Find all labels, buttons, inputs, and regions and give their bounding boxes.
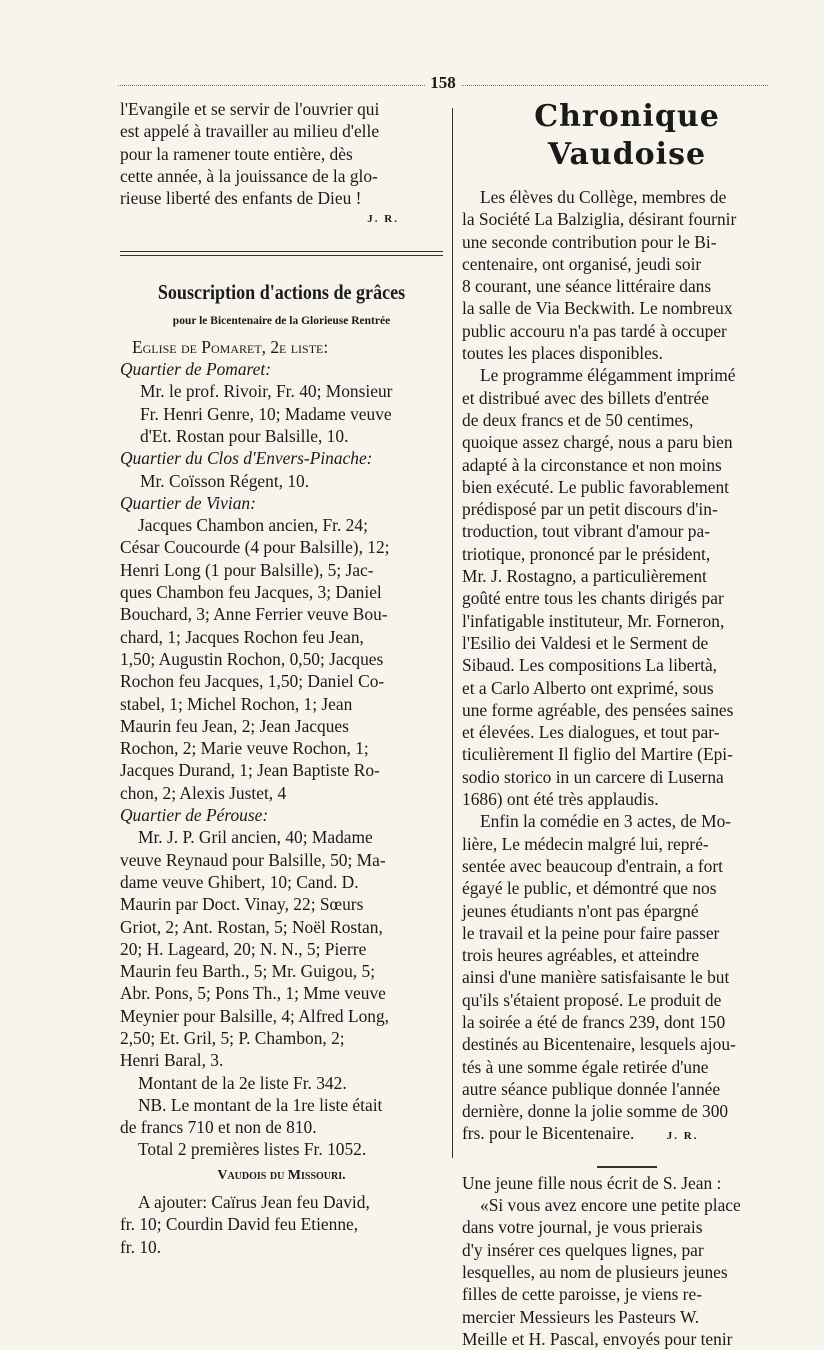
- text-line: adapté à la circonstance et non moins: [462, 454, 722, 475]
- quartier-perouse: Quartier de Pérouse:: [120, 805, 269, 826]
- text-line: filles de cette paroisse, je viens re-: [462, 1284, 702, 1305]
- text-line: quoique assez chargé, nous a paru bien: [462, 432, 733, 453]
- text-line: Jacques Durand, 1; Jean Baptiste Ro-: [120, 760, 380, 781]
- text-line: Meynier pour Balsille, 4; Alfred Long,: [120, 1005, 390, 1026]
- text-line: 20; H. Lageard, 20; N. N., 5; Pierre: [120, 938, 367, 959]
- text-line: tés à une somme égale retirée d'une: [462, 1056, 709, 1077]
- text-line: Jacques Chambon ancien, Fr. 24;: [138, 515, 368, 536]
- text-line: stabel, 1; Michel Rochon, 1; Jean: [120, 693, 353, 714]
- text-line: chon, 2; Alexis Justet, 4: [120, 782, 287, 803]
- text-line: d'y insérer ces quelques lignes, par: [462, 1239, 704, 1260]
- text-line: pour la ramener toute entière, dès: [120, 143, 353, 164]
- text-line: centenaire, ont organisé, jeudi soir: [462, 253, 702, 274]
- text-line: Maurin par Doct. Vinay, 22; Sœurs: [120, 894, 364, 915]
- text-line: A ajouter: Caïrus Jean feu David,: [138, 1192, 370, 1213]
- text-line: prédisposé par un petit discours d'in-: [462, 499, 718, 520]
- text-line: lesquelles, au nom de plusieurs jeunes: [462, 1261, 728, 1282]
- text-line: troduction, tout vibrant d'amour pa-: [462, 521, 710, 542]
- text-line: Henri Baral, 3.: [120, 1050, 224, 1071]
- text-line: dame veuve Ghibert, 10; Cand. D.: [120, 871, 359, 892]
- subscription-subtitle: pour le Bicentenaire de la Glorieuse Rentrée: [172, 314, 391, 327]
- text-line: Mr. le prof. Rivoir, Fr. 40; Monsieur: [140, 381, 393, 402]
- intro-signature: J. R.: [367, 213, 399, 226]
- text-line: veuve Reynaud pour Balsille, 50; Ma-: [120, 849, 386, 870]
- text-line: 2,50; Et. Gril, 5; P. Chambon, 2;: [120, 1027, 345, 1048]
- text-line: ticulièrement Il figlio del Martire (Epi-: [462, 744, 733, 765]
- intro-paragraph: [120, 98, 443, 209]
- text-line: et a Carlo Alberto ont exprimé, sous: [462, 677, 714, 698]
- section-heading-missouri: Vaudois du Missouri.: [217, 1167, 346, 1183]
- header-dotted-line-left: [118, 85, 425, 86]
- text-line: chard, 1; Jacques Rochon feu Jean,: [120, 626, 364, 647]
- perouse-list: [120, 826, 443, 1071]
- text-line: «Si vous avez encore une petite place: [480, 1195, 741, 1216]
- text-line: le travail et la peine pour faire passer: [462, 922, 720, 943]
- comedie-paragraph: [462, 810, 792, 1147]
- quartier-pomaret: Quartier de Pomaret:: [120, 359, 272, 380]
- text-line: de deux francs et de 50 centimes,: [462, 409, 694, 430]
- pomaret-list: [120, 380, 443, 447]
- text-line: Bouchard, 3; Anne Ferrier veuve Bou-: [120, 604, 388, 625]
- text-line: fr. 10.: [120, 1236, 162, 1257]
- montant-total: Montant de la 2e liste Fr. 342.: [138, 1072, 347, 1093]
- text-line: et distribué avec des billets d'entrée: [462, 387, 709, 408]
- text-line: Maurin feu Barth., 5; Mr. Guigou, 5;: [120, 961, 376, 982]
- text-line: goûté entre tous les chants dirigés par: [462, 588, 724, 609]
- text-line: et élevées. Les dialogues, et tout par-: [462, 722, 720, 743]
- text-line: Abr. Pons, 5; Pons Th., 1; Mme veuve: [120, 983, 386, 1004]
- text-line: qu'ils s'étaient proposé. Le produit de: [462, 989, 722, 1010]
- left-column: [120, 98, 443, 1258]
- text-line: cette année, à la jouissance de la glo-: [120, 165, 378, 186]
- text-line: fr. 10; Courdin David feu Etienne,: [120, 1214, 359, 1235]
- text-line: mercier Messieurs les Pasteurs W.: [462, 1306, 700, 1327]
- text-line: ainsi d'une manière satisfaisante le but: [462, 967, 730, 988]
- grand-total: Total 2 premières listes Fr. 1052.: [138, 1139, 367, 1160]
- text-line: une seconde contribution pour le Bi-: [462, 231, 717, 252]
- text-line: 8 courant, une séance littéraire dans: [462, 276, 712, 297]
- nb-note-line: NB. Le montant de la 1re liste était: [138, 1094, 383, 1115]
- text-line: Enfin la comédie en 3 actes, de Mo-: [480, 811, 732, 832]
- text-line: trois heures agréables, et atteindre: [462, 945, 700, 966]
- programme-paragraph: [462, 364, 792, 810]
- text-line: la Société La Balziglia, désirant fournir: [462, 209, 737, 230]
- text-line: Meille et H. Pascal, envoyés pour tenir: [462, 1328, 733, 1349]
- text-line: autre séance publique donnée l'année: [462, 1078, 721, 1099]
- text-line: triotique, prononcé par le président,: [462, 543, 711, 564]
- text-line: Henri Long (1 pour Balsille), 5; Jac-: [120, 559, 374, 580]
- text-line: Le programme élégamment imprimé: [480, 365, 736, 386]
- page-number: 158: [430, 73, 456, 92]
- section-heading-pomaret: Eglise de Pomaret, 2e liste:: [132, 336, 329, 357]
- subscription-title: Souscription d'actions de grâces: [157, 279, 406, 304]
- text-line: la soirée a été de francs 239, dont 150: [462, 1011, 726, 1032]
- text-line: jeunes étudiants n'ont pas épargné: [462, 900, 699, 921]
- text-line: l'Evangile et se servir de l'ouvrier qui: [120, 99, 380, 119]
- text-line: Une jeune fille nous écrit de S. Jean :: [462, 1172, 722, 1193]
- nb-note-line: de francs 710 et non de 810.: [120, 1117, 317, 1138]
- text-line: Mr. Coïsson Régent, 10.: [140, 470, 310, 491]
- short-separator: [597, 1166, 657, 1168]
- text-line: la salle de Via Beckwith. Le nombreux: [462, 298, 733, 319]
- text-line: Sibaud. Les compositions La libertà,: [462, 655, 718, 676]
- page-header: [118, 72, 768, 94]
- text-line: l'infatigable instituteur, Mr. Forneron,: [462, 610, 725, 631]
- text-line: frs. pour le Bicentenaire.: [462, 1123, 635, 1144]
- text-line: sentée avec beaucoup d'entrain, a fort: [462, 855, 723, 876]
- text-line: ques Chambon feu Jacques, 3; Daniel: [120, 582, 382, 603]
- letter-paragraph: [462, 1172, 792, 1350]
- text-line: 1,50; Augustin Rochon, 0,50; Jacques: [120, 648, 384, 669]
- text-line: Fr. Henri Genre, 10; Madame veuve: [140, 403, 392, 424]
- text-line: égayé le public, et démontré que nos: [462, 878, 717, 899]
- text-line: l'Esilio dei Valdesi et le Serment de: [462, 632, 709, 653]
- text-line: Mr. J. P. Gril ancien, 40; Madame: [138, 827, 373, 848]
- text-line: Les élèves du Collège, membres de: [480, 187, 727, 207]
- header-dotted-line-right: [461, 85, 768, 86]
- column-divider: [452, 108, 453, 1158]
- text-line: Rochon feu Jacques, 1,50; Daniel Co-: [120, 671, 385, 692]
- text-line: César Coucourde (4 pour Balsille), 12;: [120, 537, 390, 558]
- quartier-clos: Quartier du Clos d'Envers-Pinache:: [120, 448, 373, 469]
- text-line: d'Et. Rostan pour Balsille, 10.: [140, 425, 349, 446]
- text-line: destinés au Bicentenaire, lesquels ajou-: [462, 1034, 736, 1055]
- chronique-title: Chronique Vaudoise: [534, 99, 720, 172]
- clos-list: [120, 470, 443, 492]
- text-line: bien exécuté. Le public favorablement: [462, 476, 730, 497]
- text-line: 1686) ont été très applaudis.: [462, 789, 659, 810]
- text-line: Mr. J. Rostagno, a particulièrement: [462, 566, 707, 587]
- text-line: lière, Le médecin malgré lui, repré-: [462, 833, 709, 854]
- vivian-list: [120, 514, 443, 804]
- comedie-signature: J. R.: [666, 1130, 699, 1143]
- college-paragraph: [462, 186, 792, 364]
- text-line: une forme agréable, des pensées saines: [462, 699, 734, 720]
- section-separator: [120, 251, 443, 256]
- text-line: Rochon, 2; Marie veuve Rochon, 1;: [120, 738, 369, 759]
- text-line: dernière, donne la jolie somme de 300: [462, 1101, 729, 1122]
- text-line: Maurin feu Jean, 2; Jean Jacques: [120, 715, 349, 736]
- text-line: public accouru n'a pas tardé à occuper: [462, 320, 727, 341]
- text-line: est appelé à travailler au milieu d'elle: [120, 121, 380, 142]
- text-line: toutes les places disponibles.: [462, 343, 663, 364]
- last-line-with-signature: [462, 1122, 792, 1147]
- text-line: rieuse liberté des enfants de Dieu !: [120, 188, 362, 209]
- text-line: dans votre journal, je vous prierais: [462, 1217, 703, 1238]
- quartier-vivian: Quartier de Vivian:: [120, 492, 256, 513]
- text-line: sodio storico in un carcere di Luserna: [462, 766, 724, 787]
- right-column: [462, 98, 792, 1350]
- text-line: Griot, 2; Ant. Rostan, 5; Noël Rostan,: [120, 916, 383, 937]
